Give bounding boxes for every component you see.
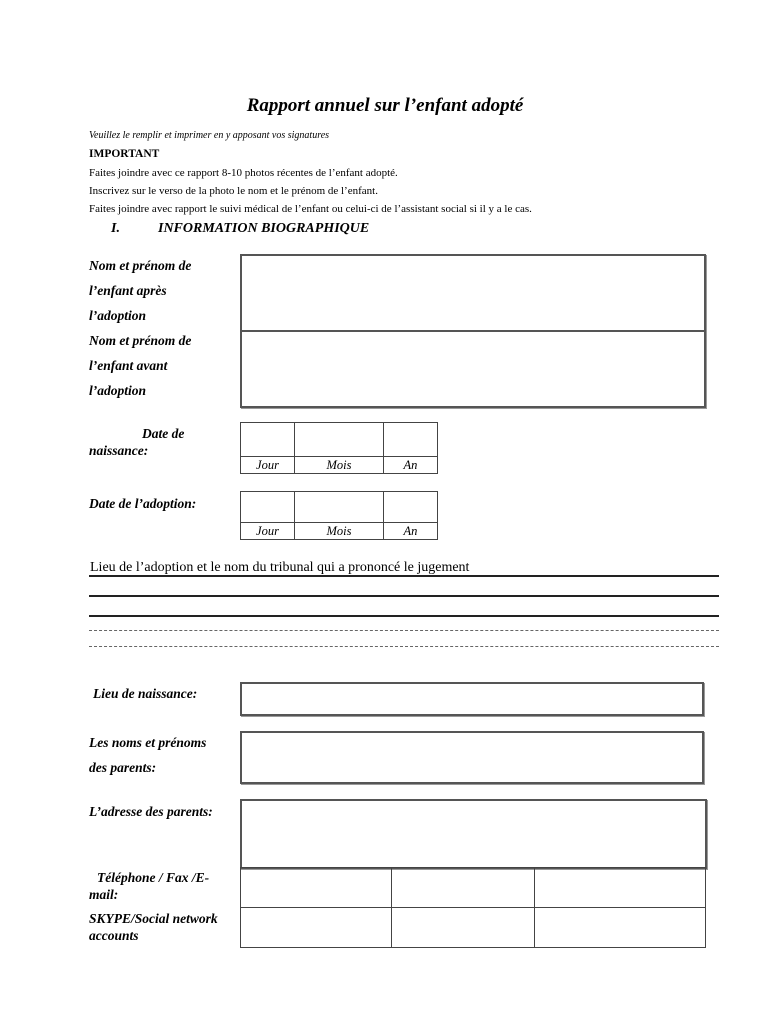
day-caption: Jour: [241, 523, 295, 540]
fax-field[interactable]: [392, 868, 535, 908]
adoption-date-table: [240, 491, 438, 540]
contact-table: [240, 867, 706, 948]
email-field[interactable]: [535, 868, 706, 908]
parents-address-field[interactable]: [240, 799, 707, 869]
social-label: SKYPE/Social network accounts: [89, 911, 218, 943]
social-field[interactable]: [392, 908, 535, 948]
phone-label: Téléphone / Fax /E- mail:: [89, 870, 210, 902]
adoption-year-field[interactable]: [384, 492, 438, 523]
section-title: INFORMATION BIOGRAPHIQUE: [158, 221, 370, 236]
parents-address-label: L’adresse des parents:: [89, 804, 213, 819]
birth-date-table: [240, 422, 438, 474]
fill-instruction: Veuillez le remplir et imprimer en y apposant vos signatures: [89, 130, 330, 141]
birth-month-field[interactable]: [295, 423, 384, 457]
year-caption: An: [384, 457, 438, 474]
birth-year-field[interactable]: [384, 423, 438, 457]
answer-line[interactable]: [89, 575, 719, 577]
name-after-label: Nom et prénom de l’enfant après l’adoption: [89, 258, 192, 323]
section-number: I.: [111, 221, 120, 236]
answer-line[interactable]: [89, 646, 719, 647]
birth-day-field[interactable]: [241, 423, 295, 457]
birth-date-label: Date de naissance:: [89, 426, 185, 458]
adoption-month-field[interactable]: [295, 492, 384, 523]
year-caption: An: [384, 523, 438, 540]
month-caption: Mois: [295, 523, 384, 540]
phone-field[interactable]: [241, 868, 392, 908]
name-box-group: [240, 254, 706, 408]
adoption-place-label: Lieu de l’adoption et le nom du tribunal qui a prononcé le jugement: [90, 560, 470, 575]
social-extra-field[interactable]: [535, 908, 706, 948]
month-caption: Mois: [295, 457, 384, 474]
adoption-date-label: Date de l’adoption:: [89, 496, 197, 511]
birth-place-field[interactable]: [240, 682, 704, 716]
adoption-day-field[interactable]: [241, 492, 295, 523]
parents-names-field[interactable]: [240, 731, 704, 784]
instruction-photo-verso: Inscrivez sur le verso de la photo le nom et le prénom de l’enfant.: [89, 185, 378, 197]
name-before-field[interactable]: [242, 332, 704, 406]
answer-line[interactable]: [89, 595, 719, 597]
day-caption: Jour: [241, 457, 295, 474]
birth-place-label: Lieu de naissance:: [93, 686, 198, 701]
name-after-field[interactable]: [242, 256, 704, 330]
name-before-label: Nom et prénom de l’enfant avant l’adoption: [89, 333, 192, 398]
document-title: Rapport annuel sur l’enfant adopté: [246, 95, 524, 116]
instruction-photos: Faites joindre avec ce rapport 8-10 photos récentes de l’enfant adopté.: [89, 167, 398, 179]
important-heading: IMPORTANT: [89, 148, 160, 160]
answer-line[interactable]: [89, 615, 719, 617]
skype-field[interactable]: [241, 908, 392, 948]
answer-line[interactable]: [89, 630, 719, 631]
instruction-medical: Faites joindre avec rapport le suivi médical de l’enfant ou celui-ci de l’assistant social si il y a le cas.: [89, 203, 532, 215]
parents-names-label: Les noms et prénoms des parents:: [89, 735, 207, 775]
